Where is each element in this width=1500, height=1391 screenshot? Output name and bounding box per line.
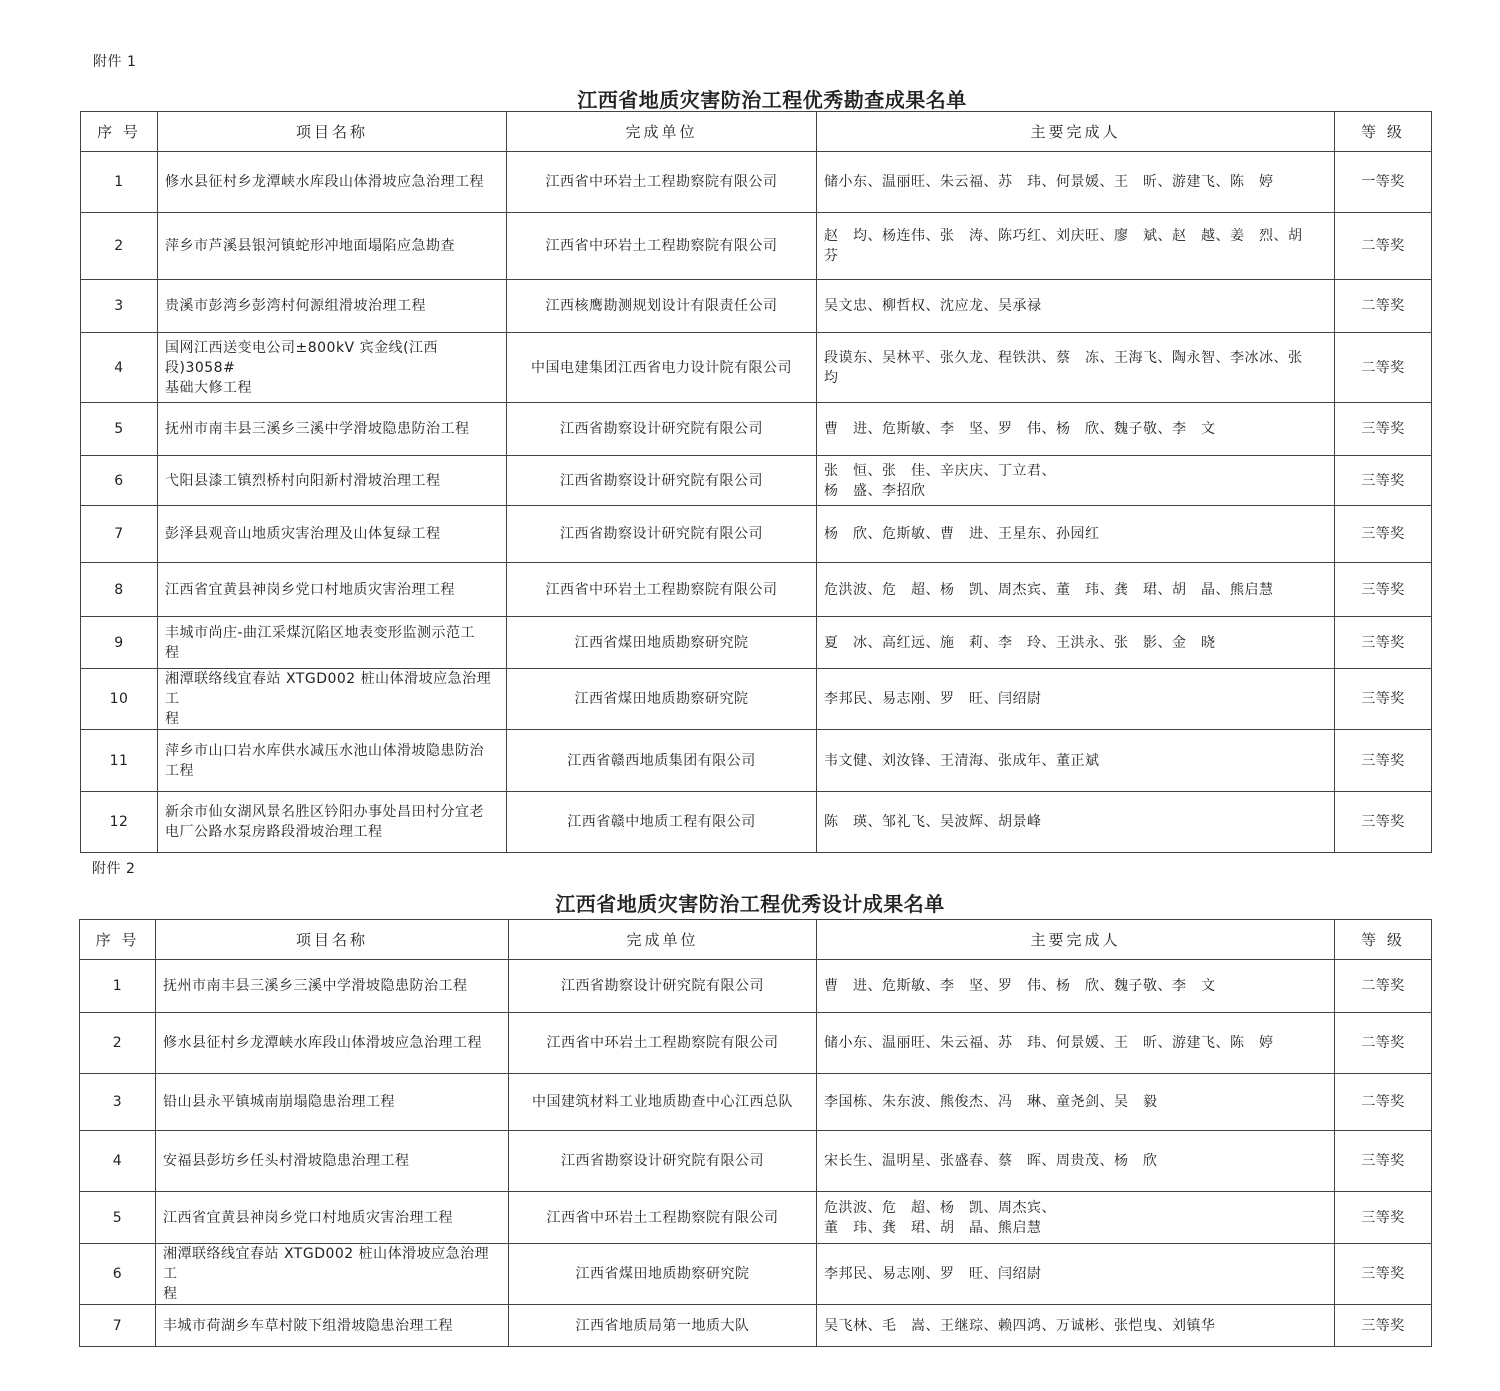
completion-unit: 江西省勘察设计研究院有限公司 (561, 978, 764, 994)
table-row (81, 617, 1432, 669)
row-number-cell (80, 1013, 156, 1074)
main-contributors: 李邦民、易志刚、罗 旺、闫绍尉 (824, 691, 1042, 707)
completion-unit-cell (509, 1192, 817, 1244)
table-row (81, 563, 1432, 617)
main-contributors-cell (817, 506, 1335, 563)
award-grade: 二等奖 (1361, 238, 1405, 254)
completion-unit-cell (507, 333, 817, 403)
row-number-cell (81, 213, 158, 280)
header-people: 主要完成人 (817, 112, 1335, 152)
project-name-cell (158, 280, 507, 333)
row-number: 2 (112, 1035, 123, 1051)
row-number: 11 (109, 752, 129, 769)
design-list-title: 江西省地质灾害防治工程优秀设计成果名单 (555, 892, 945, 916)
attachment-1-label: 附件 1 (93, 54, 137, 70)
award-grade-cell (1335, 280, 1432, 333)
award-grade-cell (1335, 1244, 1432, 1305)
award-grade: 三等奖 (1361, 526, 1405, 542)
row-number-cell (81, 563, 158, 617)
row-number-cell (80, 960, 156, 1013)
project-name-cell (156, 1074, 509, 1131)
completion-unit: 中国电建集团江西省电力设计院有限公司 (531, 359, 792, 376)
project-name: 江西省宜黄县神岗乡党口村地质灾害治理工程 (163, 1209, 453, 1226)
main-contributors-cell (817, 1074, 1335, 1131)
award-grade: 三等奖 (1361, 1153, 1405, 1169)
survey-list-title: 江西省地质灾害防治工程优秀勘查成果名单 (577, 88, 967, 112)
table-row (81, 333, 1432, 403)
main-contributors-cell (817, 1305, 1335, 1347)
row-number-cell (80, 1074, 156, 1131)
completion-unit: 江西省中环岩土工程勘察院有限公司 (546, 1209, 779, 1226)
table-row (81, 280, 1432, 333)
completion-unit: 江西省中环岩土工程勘察院有限公司 (545, 581, 778, 598)
row-number: 2 (114, 238, 124, 254)
project-name: 修水县征村乡龙潭峡水库段山体滑坡应急治理工程 (163, 1035, 482, 1051)
table-row (81, 792, 1432, 853)
main-contributors: 韦文健、刘汝锋、王清海、张成年、董正斌 (824, 752, 1100, 769)
row-number: 9 (114, 634, 124, 651)
project-name: 萍乡市山口岩水库供水减压水池山体滑坡隐患防治 工程 (165, 742, 484, 779)
row-number: 8 (114, 581, 124, 598)
main-contributors: 危洪波、危 超、杨 凯、周杰宾、 董 玮、龚 珺、胡 晶、熊启慧 (824, 1199, 1056, 1236)
table-row (80, 1013, 1432, 1074)
project-name: 抚州市南丰县三溪乡三溪中学滑坡隐患防治工程 (165, 421, 470, 437)
award-grade: 二等奖 (1361, 359, 1405, 376)
award-grade: 二等奖 (1361, 978, 1405, 994)
table-row (80, 1305, 1432, 1347)
row-number-cell (80, 1192, 156, 1244)
header-no: 序 号 (80, 920, 156, 960)
row-number: 4 (112, 1153, 123, 1169)
table-row (81, 152, 1432, 213)
row-number: 6 (114, 472, 124, 489)
row-number: 3 (114, 298, 124, 314)
award-grade-cell (1335, 960, 1432, 1013)
main-contributors-cell (817, 1192, 1335, 1244)
main-contributors: 张 恒、张 佳、辛庆庆、丁立君、 杨 盛、李招欣 (824, 462, 1056, 499)
table-row (80, 1192, 1432, 1244)
main-contributors: 李国栋、朱东波、熊俊杰、冯 琳、童尧剑、吴 毅 (824, 1094, 1158, 1110)
table-row (81, 506, 1432, 563)
completion-unit-cell (507, 669, 817, 730)
main-contributors-cell (817, 960, 1335, 1013)
completion-unit-cell (509, 1131, 817, 1192)
completion-unit-cell (507, 617, 817, 669)
main-contributors-cell (817, 152, 1335, 213)
table-row (81, 456, 1432, 506)
completion-unit-cell (507, 730, 817, 792)
project-name: 修水县征村乡龙潭峡水库段山体滑坡应急治理工程 (165, 174, 484, 190)
row-number: 7 (112, 1317, 123, 1334)
main-contributors: 吴飞林、毛 嵩、王继琮、赖四鸿、万诚彬、张恺曳、刘镇华 (824, 1317, 1216, 1334)
project-name: 贵溪市彭湾乡彭湾村何源组滑坡治理工程 (165, 298, 426, 314)
main-contributors-cell (817, 403, 1335, 456)
header-project-name: 项目名称 (158, 112, 507, 152)
project-name: 彭泽县观音山地质灾害治理及山体复绿工程 (165, 526, 441, 542)
table-header-row (81, 112, 1432, 152)
header-no: 序 号 (81, 112, 158, 152)
header-project-name: 项目名称 (156, 920, 509, 960)
row-number: 3 (112, 1094, 123, 1110)
main-contributors: 段谟东、吴林平、张久龙、程铁洪、蔡 冻、王海飞、陶永智、李冰冰、张 均 (824, 349, 1317, 386)
award-grade-cell (1335, 1074, 1432, 1131)
row-number: 7 (114, 526, 124, 542)
row-number: 5 (114, 421, 124, 437)
main-contributors-cell (817, 333, 1335, 403)
project-name-cell (156, 960, 509, 1013)
project-name: 抚州市南丰县三溪乡三溪中学滑坡隐患防治工程 (163, 978, 468, 994)
award-grade-cell (1335, 456, 1432, 506)
project-name-cell (158, 403, 507, 456)
award-grade-cell (1335, 506, 1432, 563)
completion-unit-cell (507, 792, 817, 853)
award-grade: 三等奖 (1361, 421, 1405, 437)
award-grade-cell (1335, 1192, 1432, 1244)
row-number-cell (81, 792, 158, 853)
row-number: 1 (114, 174, 124, 190)
project-name: 丰城市荷湖乡车草村陂下组滑坡隐患治理工程 (163, 1317, 453, 1334)
completion-unit-cell (507, 563, 817, 617)
row-number-cell (81, 617, 158, 669)
completion-unit-cell (507, 152, 817, 213)
project-name: 弋阳县漆工镇烈桥村向阳新村滑坡治理工程 (165, 472, 441, 489)
award-grade-cell (1335, 403, 1432, 456)
award-grade: 三等奖 (1361, 581, 1405, 598)
completion-unit: 江西核鹰勘测规划设计有限责任公司 (545, 298, 778, 314)
table-header-row (80, 920, 1432, 960)
row-number-cell (81, 669, 158, 730)
row-number-cell (81, 403, 158, 456)
table-row (80, 960, 1432, 1013)
main-contributors-cell (817, 792, 1335, 853)
project-name: 湘潭联络线宜春站 XTGD002 桩山体滑坡应急治理工 程 (165, 671, 492, 727)
table-row (81, 403, 1432, 456)
project-name-cell (158, 152, 507, 213)
award-grade: 三等奖 (1361, 1317, 1405, 1334)
header-unit: 完成单位 (507, 112, 817, 152)
main-contributors: 陈 瑛、邹礼飞、吴波辉、胡景峰 (824, 814, 1042, 830)
main-contributors-cell (817, 563, 1335, 617)
table-row (80, 1131, 1432, 1192)
award-grade-cell (1335, 333, 1432, 403)
attachment-2-label: 附件 2 (92, 861, 136, 877)
award-grade: 三等奖 (1361, 814, 1405, 830)
award-grade: 三等奖 (1361, 1266, 1405, 1282)
completion-unit: 江西省勘察设计研究院有限公司 (560, 526, 763, 542)
header-unit: 完成单位 (509, 920, 817, 960)
project-name: 萍乡市芦溪县银河镇蛇形冲地面塌陷应急勘查 (165, 238, 455, 254)
main-contributors: 李邦民、易志刚、罗 旺、闫绍尉 (824, 1266, 1042, 1282)
project-name-cell (158, 506, 507, 563)
main-contributors: 杨 欣、危斯敏、曹 进、王星东、孙园红 (824, 526, 1100, 542)
award-grade: 二等奖 (1361, 298, 1405, 314)
main-contributors-cell (817, 280, 1335, 333)
main-contributors: 危洪波、危 超、杨 凯、周杰宾、董 玮、龚 珺、胡 晶、熊启慧 (824, 581, 1274, 598)
award-grade-cell (1335, 792, 1432, 853)
main-contributors-cell (817, 730, 1335, 792)
table-row (80, 1074, 1432, 1131)
award-grade-cell (1335, 1305, 1432, 1347)
main-contributors-cell (817, 1244, 1335, 1305)
row-number-cell (80, 1244, 156, 1305)
completion-unit: 中国建筑材料工业地质勘查中心江西总队 (532, 1094, 793, 1110)
award-grade: 一等奖 (1361, 174, 1405, 190)
row-number-cell (81, 152, 158, 213)
row-number: 12 (109, 814, 129, 830)
completion-unit: 江西省煤田地质勘察研究院 (574, 634, 749, 651)
project-name-cell (158, 730, 507, 792)
main-contributors-cell (817, 1131, 1335, 1192)
completion-unit: 江西省赣西地质集团有限公司 (567, 752, 756, 769)
project-name-cell (156, 1192, 509, 1244)
award-grade-cell (1335, 152, 1432, 213)
award-grade-cell (1335, 563, 1432, 617)
main-contributors-cell (817, 213, 1335, 280)
main-contributors-cell (817, 617, 1335, 669)
main-contributors-cell (817, 669, 1335, 730)
project-name: 江西省宜黄县神岗乡党口村地质灾害治理工程 (165, 581, 455, 598)
project-name: 丰城市尚庄-曲江采煤沉陷区地表变形监测示范工 程 (165, 624, 476, 661)
project-name: 安福县彭坊乡任头村滑坡隐患治理工程 (163, 1153, 410, 1169)
row-number-cell (81, 280, 158, 333)
award-grade: 二等奖 (1361, 1094, 1405, 1110)
completion-unit-cell (507, 280, 817, 333)
completion-unit-cell (509, 1074, 817, 1131)
row-number-cell (80, 1131, 156, 1192)
completion-unit: 江西省煤田地质勘察研究院 (575, 1266, 750, 1282)
completion-unit: 江西省中环岩土工程勘察院有限公司 (546, 1035, 779, 1051)
header-grade: 等 级 (1335, 112, 1432, 152)
row-number: 4 (114, 359, 124, 376)
completion-unit-cell (507, 456, 817, 506)
row-number-cell (80, 1305, 156, 1347)
award-grade-cell (1335, 1131, 1432, 1192)
main-contributors-cell (817, 1013, 1335, 1074)
award-grade: 三等奖 (1361, 472, 1405, 489)
completion-unit: 江西省中环岩土工程勘察院有限公司 (545, 238, 778, 254)
row-number-cell (81, 506, 158, 563)
row-number-cell (81, 456, 158, 506)
main-contributors: 吴文忠、柳哲权、沈应龙、吴承禄 (824, 298, 1042, 314)
award-grade-cell (1335, 617, 1432, 669)
project-name-cell (156, 1244, 509, 1305)
project-name: 湘潭联络线宜春站 XTGD002 桩山体滑坡应急治理工 程 (163, 1246, 490, 1302)
award-grade: 三等奖 (1361, 634, 1405, 651)
design-results-table (79, 919, 1432, 1347)
completion-unit-cell (509, 1244, 817, 1305)
project-name-cell (156, 1013, 509, 1074)
row-number: 10 (109, 691, 129, 707)
main-contributors-cell (817, 456, 1335, 506)
completion-unit-cell (509, 1305, 817, 1347)
project-name: 铅山县永平镇城南崩塌隐患治理工程 (163, 1094, 395, 1110)
table-row (81, 730, 1432, 792)
survey-results-table (80, 111, 1432, 853)
award-grade-cell (1335, 669, 1432, 730)
award-grade: 三等奖 (1361, 1209, 1405, 1226)
table-row (81, 669, 1432, 730)
completion-unit: 江西省煤田地质勘察研究院 (574, 691, 749, 707)
project-name: 国网江西送变电公司±800kV 宾金线(江西段)3058# 基础大修工程 (165, 339, 439, 396)
project-name-cell (158, 792, 507, 853)
completion-unit: 江西省勘察设计研究院有限公司 (560, 472, 763, 489)
project-name-cell (158, 617, 507, 669)
completion-unit-cell (507, 506, 817, 563)
project-name-cell (158, 456, 507, 506)
completion-unit: 江西省地质局第一地质大队 (575, 1317, 750, 1334)
completion-unit-cell (507, 403, 817, 456)
completion-unit-cell (509, 1013, 817, 1074)
row-number-cell (81, 730, 158, 792)
main-contributors: 储小东、温丽旺、朱云福、苏 玮、何景媛、王 昕、游建飞、陈 婷 (824, 1035, 1274, 1051)
main-contributors: 曹 进、危斯敏、李 坚、罗 伟、杨 欣、魏子敬、李 文 (824, 421, 1216, 437)
table-row (80, 1244, 1432, 1305)
completion-unit-cell (509, 960, 817, 1013)
table-row (81, 213, 1432, 280)
completion-unit: 江西省赣中地质工程有限公司 (567, 814, 756, 830)
award-grade-cell (1335, 1013, 1432, 1074)
award-grade: 二等奖 (1361, 1035, 1405, 1051)
completion-unit: 江西省中环岩土工程勘察院有限公司 (545, 174, 778, 190)
project-name-cell (158, 563, 507, 617)
completion-unit: 江西省勘察设计研究院有限公司 (561, 1153, 764, 1169)
project-name: 新余市仙女湖风景名胜区钤阳办事处昌田村分宜老 电厂公路水泵房路段滑坡治理工程 (165, 804, 484, 840)
header-people: 主要完成人 (817, 920, 1335, 960)
row-number-cell (81, 333, 158, 403)
award-grade-cell (1335, 730, 1432, 792)
main-contributors: 曹 进、危斯敏、李 坚、罗 伟、杨 欣、魏子敬、李 文 (824, 978, 1216, 994)
main-contributors: 储小东、温丽旺、朱云福、苏 玮、何景媛、王 昕、游建飞、陈 婷 (824, 174, 1274, 190)
award-grade-cell (1335, 213, 1432, 280)
project-name-cell (156, 1305, 509, 1347)
row-number: 5 (112, 1209, 123, 1226)
completion-unit-cell (507, 213, 817, 280)
award-grade: 三等奖 (1361, 752, 1405, 769)
header-grade: 等 级 (1335, 920, 1432, 960)
main-contributors: 宋长生、温明星、张盛春、蔡 晖、周贵茂、杨 欣 (824, 1153, 1158, 1169)
project-name-cell (156, 1131, 509, 1192)
award-grade: 三等奖 (1361, 691, 1405, 707)
project-name-cell (158, 333, 507, 403)
main-contributors: 赵 均、杨连伟、张 涛、陈巧红、刘庆旺、廖 斌、赵 越、姜 烈、胡 芬 (824, 228, 1317, 264)
main-contributors: 夏 冰、高红远、施 莉、李 玲、王洪永、张 影、金 晓 (824, 634, 1216, 651)
project-name-cell (158, 213, 507, 280)
completion-unit: 江西省勘察设计研究院有限公司 (560, 421, 763, 437)
row-number: 6 (112, 1266, 123, 1282)
row-number: 1 (112, 978, 123, 994)
project-name-cell (158, 669, 507, 730)
